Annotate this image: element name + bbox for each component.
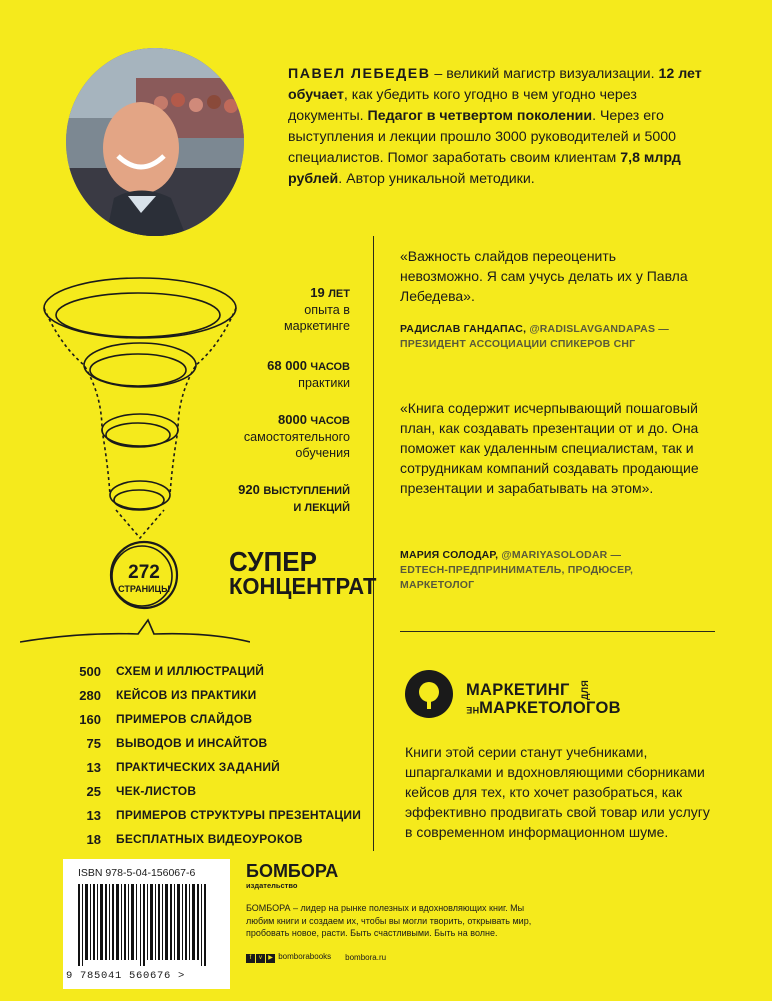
- list-number: 13: [86, 759, 101, 775]
- super-line-1: СУПЕР: [229, 545, 317, 578]
- publisher-social: [246, 952, 386, 963]
- publisher-logo: БОМБОРА: [246, 861, 339, 881]
- pages-badge: [106, 562, 182, 594]
- stat-hours-self: [200, 412, 350, 461]
- vk-icon: v: [256, 954, 265, 963]
- quote-2-author: [400, 548, 690, 593]
- list-number: 18: [86, 831, 101, 847]
- facebook-icon: f: [246, 954, 255, 963]
- author-bio: [288, 64, 708, 190]
- list-item: [63, 803, 363, 827]
- series-line-1: МАРКЕТИНГ: [466, 681, 570, 699]
- bio-text: – великий магистр визуализации.: [430, 66, 659, 82]
- list-item: [63, 731, 363, 755]
- barcode-number: 9 785041 560676 >: [66, 970, 186, 982]
- series-small-1: ДЛЯ: [579, 679, 590, 701]
- list-text: БЕСПЛАТНЫХ ВИДЕОУРОКОВ: [116, 832, 303, 846]
- quote-author-role: EDTECH-ПРЕДПРИНИМАТЕЛЬ, ПРОДЮСЕР, МАРКЕТОЛОГ: [400, 564, 634, 591]
- bio-highlight: 7,8 млрд рублей: [288, 150, 681, 187]
- list-text: ПРИМЕРОВ СЛАЙДОВ: [116, 712, 253, 726]
- pages-label: СТРАНИЦЫ: [118, 584, 170, 594]
- series-description: Книги этой серии станут учебниками, шпаргалками и вдохновляющими сборниками кейсов для тех, кто хочет разобраться, как эффективно продвигать свой товар или услугу в современном информационном шуме.: [405, 744, 710, 840]
- list-number: 280: [79, 687, 101, 703]
- quote-author-name: МАРИЯ СОЛОДАР,: [400, 549, 499, 561]
- pages-count: 272: [128, 562, 160, 583]
- quote-author-handle: @RADISLAVGANDAPAS —: [526, 323, 669, 335]
- isbn: ISBN 978-5-04-156067-6: [78, 867, 196, 879]
- series-line-2: МАРКЕТОЛОГОВ: [479, 699, 621, 717]
- list-text: ПРИМЕРОВ СТРУКТУРЫ ПРЕЗЕНТАЦИИ: [116, 808, 362, 822]
- stat-unit: ВЫСТУПЛЕНИЙ: [263, 485, 350, 497]
- list-item: [63, 707, 363, 731]
- stat-number: 68 000: [267, 358, 307, 373]
- quote-author-name: РАДИСЛАВ ГАНДАПАС,: [400, 323, 527, 335]
- list-number: 75: [86, 735, 101, 751]
- quote-author-role: ПРЕЗИДЕНТ АССОЦИАЦИИ СПИКЕРОВ СНГ: [400, 338, 636, 350]
- contents-list: [63, 659, 363, 851]
- bio-text: . Автор уникальной методики.: [338, 171, 535, 187]
- super-concentrate: [229, 545, 377, 600]
- social-links: [246, 952, 331, 963]
- stat-text: И ЛЕКЦИЙ: [293, 502, 350, 514]
- list-number: 500: [79, 663, 101, 679]
- list-text: ЧЕК-ЛИСТОВ: [116, 784, 197, 798]
- youtube-icon: ▶: [266, 954, 275, 963]
- list-text: ВЫВОДОВ И ИНСАЙТОВ: [116, 736, 268, 750]
- list-item: [63, 659, 363, 683]
- list-number: 13: [86, 807, 101, 823]
- publisher-website[interactable]: bombora.ru: [345, 953, 387, 962]
- series-name: [466, 679, 621, 718]
- list-item: [63, 755, 363, 779]
- stat-number: 920: [238, 482, 260, 497]
- list-item: [63, 683, 363, 707]
- quote-2: «Книга содержит исчерпывающий пошаговый план, как создавать презентации от и до. Она поможет как удаленным специалистам, так и сотрудникам компаний создавать продающие презентации и зарабатывать на этом».: [400, 400, 699, 496]
- stat-number: 8000: [278, 412, 307, 427]
- list-number: 25: [86, 783, 101, 799]
- author-photo: [66, 48, 244, 236]
- quote-1-author: [400, 322, 690, 352]
- stat-text: практики: [298, 376, 350, 390]
- stat-text: опыта в маркетинге: [284, 303, 350, 333]
- publisher-subtitle: издательство: [246, 881, 298, 890]
- bio-text: . Через его выступления и лекции прошло 3000 руководителей и 5000 специалистов. Помог заработать своим клиентам: [288, 108, 677, 166]
- publisher-text: БОМБОРА – лидер на рынке полезных и вдохновляющих книг. Мы любим книги и создаем их, чтобы вы могли творить, открывать мир, пробовать новое, расти. Быть счастливыми. Быть на волне.: [246, 903, 532, 938]
- series-small-2: НЕ: [466, 705, 480, 715]
- list-number: 160: [79, 711, 101, 727]
- list-text: КЕЙСОВ ИЗ ПРАКТИКИ: [116, 688, 257, 702]
- stat-unit: ЧАСОВ: [310, 415, 350, 427]
- stat-years: [200, 285, 350, 334]
- column-divider: [373, 236, 374, 851]
- list-item: [63, 779, 363, 803]
- super-line-2: КОНЦЕНТРАТ: [229, 572, 377, 600]
- quote-1: «Важность слайдов переоценить невозможно. Я сам учусь делать их у Павла Лебедева».: [400, 248, 688, 304]
- stat-hours-practice: [200, 358, 350, 391]
- barcode: [78, 884, 218, 966]
- stat-unit: ЛЕТ: [328, 288, 350, 300]
- bio-text: , как убедить кого угодно в чем угодно через документы.: [288, 87, 637, 124]
- stat-talks: [200, 482, 350, 516]
- stat-number: 19: [310, 285, 325, 300]
- quote-author-handle: @MARIYASOLODAR —: [498, 549, 622, 561]
- series-logo-icon: [405, 670, 453, 718]
- list-text: ПРАКТИЧЕСКИХ ЗАДАНИЙ: [116, 760, 280, 774]
- bio-highlight: 12 лет обучает: [288, 66, 702, 103]
- social-handle[interactable]: bomborabooks: [278, 952, 332, 961]
- author-name: ПАВЕЛ ЛЕБЕДЕВ: [288, 66, 431, 82]
- stat-unit: ЧАСОВ: [310, 361, 350, 373]
- list-text: СХЕМ И ИЛЛЮСТРАЦИЙ: [116, 664, 265, 678]
- list-item: [63, 827, 363, 851]
- bio-highlight: Педагог в четвертом поколении: [367, 108, 593, 124]
- stat-text: самостоятельного обучения: [243, 430, 350, 460]
- section-divider: [400, 631, 715, 632]
